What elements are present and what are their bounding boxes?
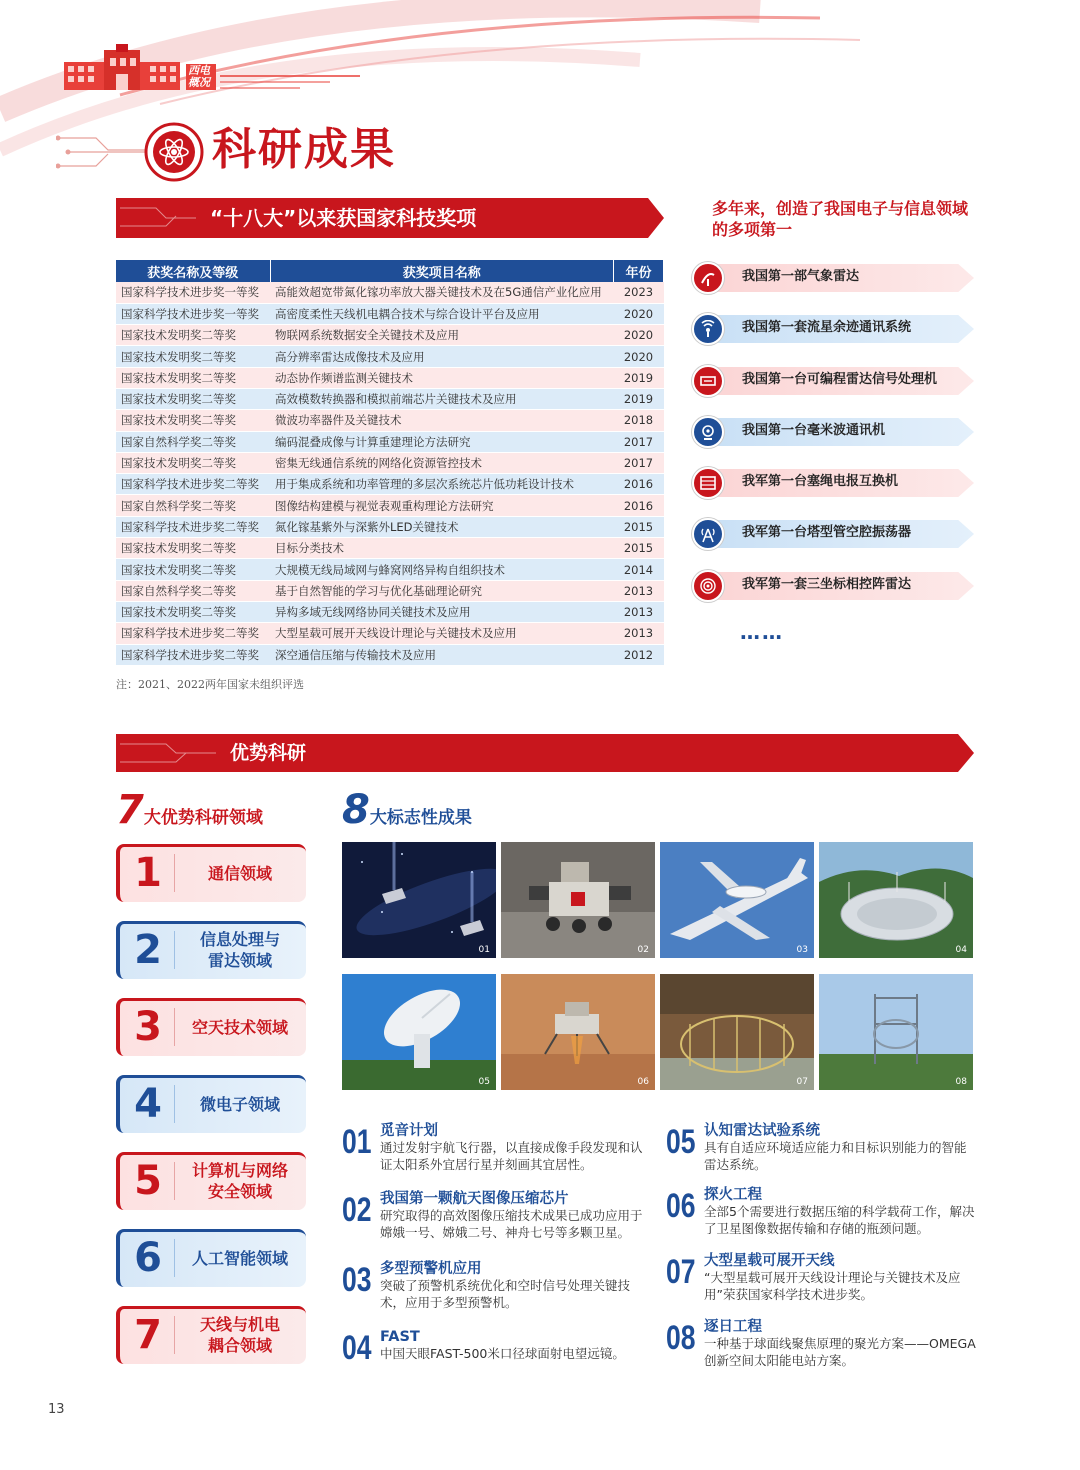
project-name-cell: 深空通信压缩与传输技术及应用	[270, 644, 614, 665]
first-item	[692, 570, 974, 602]
year-cell: 2016	[614, 495, 664, 516]
domain-label: 人工智能领域	[191, 1248, 288, 1268]
project-name-cell: 图像结构建模与视觉表观重构理论方法研究	[270, 495, 614, 516]
award-name-cell: 国家自然科学奖二等奖	[116, 580, 270, 601]
project-name-cell: 高效模数转换器和模拟前端芯片关键技术及应用	[270, 388, 614, 409]
achievement-title: FAST	[380, 1329, 420, 1345]
project-name-cell: 高能效超宽带氮化镓功率放大器关键技术及在5G通信产业化应用	[270, 282, 614, 303]
divider	[174, 931, 175, 969]
domain-label: 信息处理与雷达领域	[199, 930, 280, 970]
award-name-cell: 国家科学技术进步奖二等奖	[116, 644, 270, 665]
first-item	[692, 262, 974, 294]
achievement-number: 08	[666, 1319, 696, 1357]
table-row	[116, 516, 664, 537]
domain-card	[116, 1306, 306, 1364]
achievement-desc: 研究取得的高效图像压缩技术成果已成功应用于嫦娥一号、嫦娥二号、神舟七号等多颗卫星。	[380, 1208, 643, 1240]
project-name-cell: 氮化镓基紫外与深紫外LED关键技术	[270, 516, 614, 537]
domains-count: 7	[116, 787, 144, 833]
year-cell: 2013	[614, 580, 664, 601]
photo-number: 04	[955, 945, 967, 955]
year-cell: 2013	[614, 601, 664, 622]
project-name-cell: 高密度柔性天线机电耦合技术与综合设计平台及应用	[270, 303, 614, 324]
project-name-cell: 大规模无线局域网与蜂窝网络异构自组织技术	[270, 559, 614, 580]
photo-number: 02	[637, 945, 649, 955]
divider	[174, 1316, 175, 1354]
year-cell: 2018	[614, 410, 664, 431]
table-row	[116, 644, 664, 665]
photo-number: 03	[796, 945, 808, 955]
domain-label: 通信领域	[207, 863, 272, 883]
domain-number: 7	[134, 1312, 162, 1358]
achievement-number: 03	[342, 1261, 372, 1299]
antenna-tower-icon	[692, 518, 724, 550]
table-row	[116, 559, 664, 580]
award-name-cell: 国家技术发明奖二等奖	[116, 325, 270, 346]
achievement-number: 02	[342, 1191, 372, 1229]
more-ellipsis: ……	[740, 620, 784, 644]
project-name-cell: 基于自然智能的学习与优化基础理论研究	[270, 580, 614, 601]
award-name-cell: 国家技术发明奖二等奖	[116, 410, 270, 431]
year-cell: 2017	[614, 452, 664, 473]
award-name-cell: 国家技术发明奖二等奖	[116, 346, 270, 367]
first-item-label: 我国第一台可编程雷达信号处理机	[742, 372, 938, 387]
domain-number: 5	[134, 1158, 162, 1204]
project-name-cell: 高分辨率雷达成像技术及应用	[270, 346, 614, 367]
radar-dish-icon	[692, 262, 724, 294]
domains-title: 大优势科研领域	[143, 808, 263, 828]
photo-radar-test-system	[660, 974, 814, 1090]
achievement-number: 01	[342, 1123, 372, 1161]
domain-label: 天线与机电耦合领域	[200, 1315, 281, 1355]
divider	[174, 1162, 175, 1200]
photo-omega-tower	[819, 974, 973, 1090]
year-cell: 2020	[614, 346, 664, 367]
photo-number: 05	[478, 1077, 490, 1087]
table-row	[116, 580, 664, 601]
photo-early-warning-aircraft	[660, 842, 814, 958]
achievements-title: 大标志性成果	[369, 808, 472, 828]
year-cell: 2020	[614, 325, 664, 346]
year-cell: 2012	[614, 644, 664, 665]
domain-number: 4	[134, 1081, 162, 1127]
year-cell: 2015	[614, 538, 664, 559]
achievement-desc: 中国天眼FAST-500米口径球面射电望远镜。	[380, 1346, 625, 1361]
achievements-count: 8	[342, 787, 370, 833]
photo-mars-lander	[501, 974, 655, 1090]
year-cell: 2019	[614, 388, 664, 409]
domain-number: 6	[134, 1235, 162, 1281]
year-cell: 2019	[614, 367, 664, 388]
column-header: 获奖项目名称	[270, 260, 614, 282]
page-number: 13	[48, 1402, 65, 1417]
year-cell: 2020	[614, 303, 664, 324]
first-item-label: 我军第一套三坐标相控阵雷达	[742, 577, 912, 592]
first-item-label: 我国第一套流星余迹通讯系统	[742, 320, 912, 335]
photo-number: 08	[955, 1077, 967, 1087]
table-row	[116, 388, 664, 409]
achievement-number: 04	[342, 1329, 372, 1367]
project-name-cell: 异构多域无线网络协同关键技术及应用	[270, 601, 614, 622]
award-name-cell: 国家技术发明奖二等奖	[116, 388, 270, 409]
domain-label: 计算机与网络安全领域	[192, 1161, 289, 1201]
photo-lunar-rover	[501, 842, 655, 958]
building-icon	[64, 44, 180, 90]
award-name-cell: 国家技术发明奖二等奖	[116, 367, 270, 388]
table-row	[116, 601, 664, 622]
domain-number: 1	[134, 850, 162, 896]
achievement-desc: “大型星载可展开天线设计理论与关键技术及应用”荣获国家科学技术进步奖。	[704, 1270, 961, 1302]
circuit-decoration	[56, 130, 148, 174]
research-banner-title: 优势科研	[230, 742, 307, 764]
awards-note: 注：2021、2022两年国家未组织评选	[116, 678, 304, 691]
domain-card	[116, 844, 306, 902]
project-name-cell: 动态协作频谱监测关键技术	[270, 367, 614, 388]
table-row	[116, 367, 664, 388]
achievement-title: 认知雷达试验系统	[704, 1123, 820, 1139]
domain-number: 2	[134, 927, 162, 973]
project-name-cell: 物联网系统数据安全关键技术及应用	[270, 325, 614, 346]
year-cell: 2015	[614, 516, 664, 537]
project-name-cell: 用于集成系统和功率管理的多层次系统芯片低功耗设计技术	[270, 474, 614, 495]
award-name-cell: 国家科学技术进步奖一等奖	[116, 282, 270, 303]
table-row	[116, 623, 664, 644]
divider	[174, 1008, 175, 1046]
award-name-cell: 国家科学技术进步奖二等奖	[116, 516, 270, 537]
processor-icon	[692, 365, 724, 397]
achievement-title: 逐日工程	[704, 1319, 762, 1335]
domain-card	[116, 1075, 306, 1133]
project-name-cell: 目标分类技术	[270, 538, 614, 559]
table-row	[116, 474, 664, 495]
header-lines	[220, 72, 360, 92]
divider	[174, 854, 175, 892]
first-item	[692, 416, 974, 448]
year-cell: 2017	[614, 431, 664, 452]
table-row	[116, 410, 664, 431]
awards-table	[116, 260, 664, 666]
year-cell: 2013	[614, 623, 664, 644]
photo-radio-dish	[342, 974, 496, 1090]
award-name-cell: 国家技术发明奖二等奖	[116, 452, 270, 473]
achievement-number: 05	[666, 1123, 696, 1161]
domain-label: 微电子领域	[199, 1094, 280, 1114]
column-header: 获奖名称及等级	[116, 260, 270, 282]
achievement-title: 觅音计划	[380, 1123, 438, 1139]
achievement-desc: 突破了预警机系统优化和空时信号处理关键技术，应用于多型预警机。	[380, 1278, 631, 1310]
first-item-label: 我国第一台毫米波通讯机	[742, 423, 886, 438]
divider	[174, 1085, 175, 1123]
award-name-cell: 国家自然科学奖二等奖	[116, 495, 270, 516]
first-item	[692, 518, 974, 550]
award-name-cell: 国家科学技术进步奖二等奖	[116, 623, 270, 644]
achievement-title: 探火工程	[704, 1187, 762, 1203]
photo-number: 06	[637, 1077, 649, 1087]
photo-number: 01	[478, 945, 490, 955]
achievements-heading	[342, 786, 472, 834]
table-row	[116, 346, 664, 367]
table-row	[116, 325, 664, 346]
domain-card	[116, 998, 306, 1056]
photo-space-telescopes	[342, 842, 496, 958]
table-row	[116, 282, 664, 303]
first-item-label: 我军第一台塔型管空腔振荡器	[742, 525, 912, 540]
award-name-cell: 国家自然科学奖二等奖	[116, 431, 270, 452]
domain-label: 空天技术领域	[191, 1017, 288, 1037]
page-title: 科研成果	[212, 124, 396, 175]
awards-banner-title: “十八大”以来获国家科技奖项	[210, 206, 477, 230]
achievement-title: 大型星载可展开天线	[704, 1253, 835, 1269]
achievement-desc: 全部5个需要进行数据压缩的科学载荷工作，解决了卫星图像数据传输和存储的瓶颈问题。	[704, 1204, 975, 1236]
communicator-icon	[692, 416, 724, 448]
domain-card	[116, 921, 306, 979]
domains-heading	[116, 786, 263, 834]
photo-fast-telescope	[819, 842, 973, 958]
table-row	[116, 303, 664, 324]
achievement-title: 我国第一颗航天图像压缩芯片	[380, 1191, 569, 1207]
award-name-cell: 国家科学技术进步奖一等奖	[116, 303, 270, 324]
awards-table-header	[116, 260, 664, 282]
award-name-cell: 国家技术发明奖二等奖	[116, 538, 270, 559]
domain-number: 3	[134, 1004, 162, 1050]
photo-number: 07	[796, 1077, 808, 1087]
section-tag: 西电概况	[186, 64, 216, 90]
achievement-number: 07	[666, 1253, 696, 1291]
domain-card	[116, 1152, 306, 1210]
first-item	[692, 365, 974, 397]
table-row	[116, 431, 664, 452]
first-item	[692, 467, 974, 499]
project-name-cell: 密集无线通信系统的网络化资源管控技术	[270, 452, 614, 473]
signal-waves-icon	[692, 313, 724, 345]
project-name-cell: 微波功率器件及关键技术	[270, 410, 614, 431]
first-item	[692, 313, 974, 345]
atom-emblem-icon	[144, 122, 204, 182]
achievement-desc: 一种基于球面线聚焦原理的聚光方案——OMEGA创新空间太阳能电站方案。	[704, 1336, 976, 1368]
achievement-desc: 通过发射宇航飞行器，以直接成像手段发现和认证太阳系外宜居行星并刻画其宜居性。	[380, 1140, 643, 1172]
table-row	[116, 495, 664, 516]
table-row	[116, 538, 664, 559]
divider	[174, 1239, 175, 1277]
achievement-desc: 具有自适应环境适应能力和目标识别能力的智能雷达系统。	[704, 1140, 967, 1172]
first-item-label: 我国第一部气象雷达	[742, 269, 860, 284]
first-item-label: 我军第一台塞绳电报互换机	[742, 474, 899, 489]
year-cell: 2016	[614, 474, 664, 495]
column-header: 年份	[614, 260, 664, 282]
phased-array-icon	[692, 570, 724, 602]
achievement-number: 06	[666, 1187, 696, 1225]
award-name-cell: 国家技术发明奖二等奖	[116, 601, 270, 622]
project-name-cell: 大型星载可展开天线设计理论与关键技术及应用	[270, 623, 614, 644]
table-row	[116, 452, 664, 473]
domain-card	[116, 1229, 306, 1287]
award-name-cell: 国家技术发明奖二等奖	[116, 559, 270, 580]
project-name-cell: 编码混叠成像与计算重建理论方法研究	[270, 431, 614, 452]
award-name-cell: 国家科学技术进步奖二等奖	[116, 474, 270, 495]
year-cell: 2014	[614, 559, 664, 580]
achievement-title: 多型预警机应用	[380, 1261, 482, 1277]
firsts-heading: 多年来，创造了我国电子与信息领域的多项第一	[712, 199, 969, 239]
year-cell: 2023	[614, 282, 664, 303]
switchboard-icon	[692, 467, 724, 499]
